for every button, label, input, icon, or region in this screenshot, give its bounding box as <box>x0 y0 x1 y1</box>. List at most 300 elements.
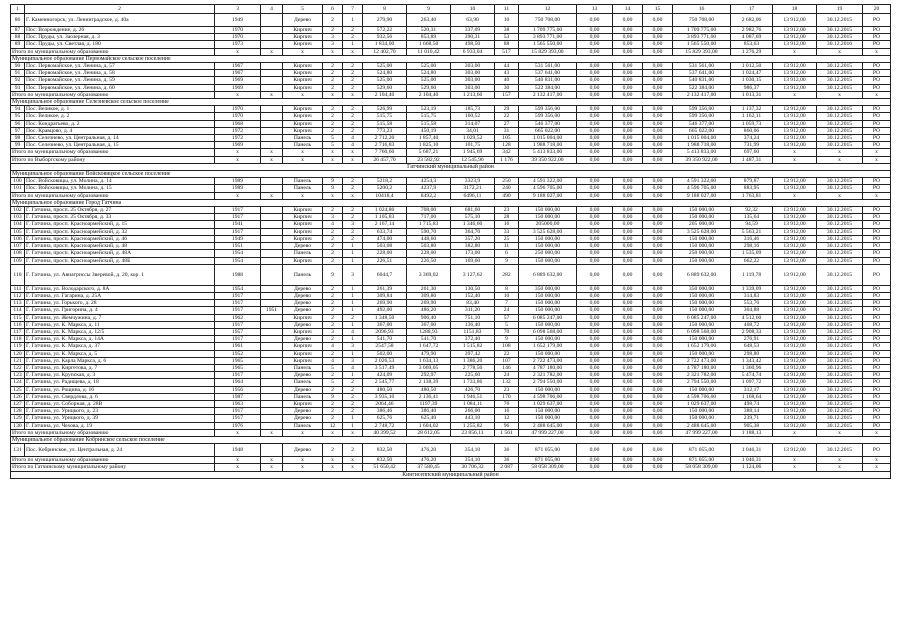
table-cell: Дерево <box>283 408 323 415</box>
address-cell: Пос. Войсковицы, ул. Молина, д. 14 <box>25 178 215 185</box>
row-number: 106 <box>11 235 25 242</box>
table-row <box>11 142 891 149</box>
total-row <box>11 91 891 98</box>
table-cell <box>261 34 283 41</box>
table-cell: 1 715,83 <box>407 221 451 228</box>
table-cell: 540 831,00 <box>519 77 577 84</box>
row-number: 88 <box>11 34 25 41</box>
address-cell: Г. Гатчина, ул. К. Маркса, д. 5 <box>25 350 215 357</box>
total-cell: x <box>343 48 363 55</box>
table-cell: 0,00 <box>577 243 613 250</box>
table-cell: 6 098 568,00 <box>519 328 577 335</box>
table-cell: 0,00 <box>643 14 673 27</box>
table-cell: 1 825,10 <box>407 142 451 149</box>
row-number: 125 <box>11 386 25 393</box>
table-cell: 13 912,00 <box>773 127 817 134</box>
row-number: 130 <box>11 422 25 429</box>
table-cell: 0,00 <box>577 77 613 84</box>
table-cell: 525,00 <box>407 77 451 84</box>
table-cell: 150 000,00 <box>673 243 731 250</box>
table-cell: 30.12.2015 <box>817 328 863 335</box>
table-cell: 2 <box>323 77 343 84</box>
table-cell: 1 029 637,00 <box>673 400 731 407</box>
table-cell: 30.12.2016 <box>817 41 863 48</box>
table-cell: Кирпич <box>283 77 323 84</box>
table-cell: 1 647,72 <box>407 343 451 350</box>
table-cell: 150 000,00 <box>673 292 731 299</box>
table-cell: 13 912,00 <box>773 14 817 27</box>
table-cell: 3323,9 <box>451 178 495 185</box>
table-cell: 6 889 632,00 <box>519 264 577 285</box>
table-cell: РО <box>863 77 891 84</box>
table-cell <box>261 393 283 400</box>
table-row <box>11 372 891 379</box>
table-cell: 1 565 550,00 <box>519 41 577 48</box>
table-cell: 397,42 <box>451 350 495 357</box>
table-cell: 531 561,00 <box>519 63 577 70</box>
table-cell: РО <box>863 379 891 386</box>
total-cell: 0,00 <box>613 457 643 464</box>
table-cell: 0,00 <box>613 41 643 48</box>
table-cell: Кирпич <box>283 127 323 134</box>
address-cell: Пос. Кравцово, д. 4 <box>25 127 215 134</box>
table-cell: 13 912,00 <box>773 77 817 84</box>
table-cell: 2064,46 <box>363 400 407 407</box>
table-cell: 0,00 <box>613 300 643 307</box>
table-row <box>11 264 891 285</box>
table-cell: 515,75 <box>407 113 451 120</box>
table-cell: 1989 <box>215 178 261 185</box>
table-cell: 480,50 <box>363 386 407 393</box>
table-cell: 5 563,21 <box>731 228 773 235</box>
table-cell: 150 000,00 <box>673 307 731 314</box>
column-number: 5 <box>283 5 323 14</box>
table-cell: 0,00 <box>577 379 613 386</box>
table-cell: 150 000,00 <box>519 207 577 214</box>
table-cell: РО <box>863 350 891 357</box>
table-cell: 4 591 322,00 <box>673 178 731 185</box>
total-cell: 0,00 <box>577 429 613 436</box>
table-row <box>11 235 891 242</box>
table-cell: 2 <box>323 27 343 34</box>
address-cell: Пос. Кобринское, ул. Центральная, д. 24 <box>25 444 215 457</box>
table-cell: 498,74 <box>731 400 773 407</box>
address-cell: Г. Гатчина, ул. Киргетова, д. 7 <box>25 364 215 371</box>
table-cell: 382,80 <box>451 243 495 250</box>
table-cell <box>261 207 283 214</box>
table-cell: 1965 <box>215 357 261 364</box>
table-cell: 9 <box>323 393 343 400</box>
table-cell: РО <box>863 285 891 292</box>
table-cell: 13 912,00 <box>773 444 817 457</box>
table-cell: 773,23 <box>363 127 407 134</box>
table-cell: 266,00 <box>451 408 495 415</box>
table-cell: 0,00 <box>613 113 643 120</box>
table-cell: 731,99 <box>731 142 773 149</box>
table-cell: 205000,00 <box>519 221 577 228</box>
table-cell: 1 046,31 <box>731 444 773 457</box>
table-cell: 4 787 180,00 <box>519 364 577 371</box>
table-cell: 9 <box>323 185 343 192</box>
table-body <box>11 5 891 479</box>
table-cell: 30.12.2015 <box>817 113 863 120</box>
table-row <box>11 321 891 328</box>
table-cell: 2 488 645,00 <box>673 422 731 429</box>
total-cell: x <box>283 91 323 98</box>
row-number: 87 <box>11 27 25 34</box>
table-cell: 1970 <box>215 27 261 34</box>
table-cell: Дерево <box>283 300 323 307</box>
table-cell: 0,00 <box>613 393 643 400</box>
total-cell: 2 132 417,00 <box>519 91 577 98</box>
table-cell: РО <box>863 185 891 192</box>
table-cell: 1967 <box>215 63 261 70</box>
table-row <box>11 444 891 457</box>
total-row <box>11 192 891 199</box>
total-cell: x <box>323 192 343 199</box>
table-cell: 599 356,00 <box>673 113 731 120</box>
table-cell: РО <box>863 135 891 142</box>
table-cell: 0,00 <box>643 372 673 379</box>
row-number: 117 <box>11 328 25 335</box>
total-cell: x <box>863 156 891 163</box>
table-cell: 883,95 <box>731 185 773 192</box>
total-cell: x <box>215 429 261 436</box>
table-cell: Дерево <box>283 336 323 343</box>
table-cell: 22 <box>495 350 519 357</box>
row-number: 102 <box>11 207 25 214</box>
table-row <box>11 350 891 357</box>
table-cell <box>261 235 283 242</box>
table-cell: 0,00 <box>577 84 613 91</box>
table-cell <box>261 364 283 371</box>
table-cell: 3 369,02 <box>407 264 451 285</box>
table-cell: 30.12.2015 <box>817 444 863 457</box>
table-cell: 303,00 <box>451 70 495 77</box>
table-cell: 0,00 <box>643 357 673 364</box>
table-cell <box>261 185 283 192</box>
table-cell: 0,00 <box>577 328 613 335</box>
table-cell: 1 <box>343 415 363 422</box>
table-cell: РО <box>863 14 891 27</box>
table-cell <box>261 264 283 285</box>
table-cell: 0,00 <box>643 364 673 371</box>
table-cell: 150 000,00 <box>519 350 577 357</box>
table-cell: 2 722 473,00 <box>519 357 577 364</box>
table-cell: 30.12.2015 <box>817 228 863 235</box>
table-cell: 0,00 <box>613 178 643 185</box>
table-cell: 4 598 706,00 <box>519 393 577 400</box>
row-number: 124 <box>11 379 25 386</box>
table-cell <box>261 113 283 120</box>
table-cell: 150 000,00 <box>673 300 731 307</box>
table-cell: 1917 <box>215 321 261 328</box>
table-cell: 523,19 <box>407 106 451 113</box>
table-cell: РО <box>863 264 891 285</box>
table-cell: 13 912,00 <box>773 328 817 335</box>
table-cell: 2 982,76 <box>731 27 773 34</box>
table-cell: 146 <box>495 364 519 371</box>
row-number: 122 <box>11 364 25 371</box>
column-number: 9 <box>407 5 451 14</box>
table-cell: 337,09 <box>451 27 495 34</box>
table-cell: 13 912,00 <box>773 264 817 285</box>
table-cell: 0,00 <box>613 386 643 393</box>
table-cell: 1 634,13 <box>407 357 451 364</box>
table-cell: 30.12.2015 <box>817 264 863 285</box>
total-cell: 0,00 <box>613 156 643 163</box>
table-cell: 665 022,00 <box>673 127 731 134</box>
table-cell: 2 <box>343 106 363 113</box>
address-cell: Пос. Войсковицы, ул. Молина, д. 15 <box>25 185 215 192</box>
table-cell: 250 <box>495 178 519 185</box>
table-cell: 13 912,00 <box>773 70 817 77</box>
table-cell: 30.12.2015 <box>817 343 863 350</box>
table-cell: Кирпич <box>283 357 323 364</box>
row-number: 109 <box>11 257 25 264</box>
table-cell: 136,40 <box>451 321 495 328</box>
table-cell <box>261 243 283 250</box>
table-cell: 590,70 <box>407 228 451 235</box>
column-number: 4 <box>261 5 283 14</box>
table-cell: 0,00 <box>577 386 613 393</box>
table-cell: 1 709 775,00 <box>673 27 731 34</box>
table-cell: 0,00 <box>577 408 613 415</box>
table-cell: 2 <box>343 386 363 393</box>
table-cell <box>261 328 283 335</box>
table-cell: 4 <box>323 357 343 364</box>
table-cell: РО <box>863 84 891 91</box>
table-cell: 3 <box>343 357 363 364</box>
table-cell: 63,90 <box>451 14 495 27</box>
table-cell: 1 709 775,00 <box>519 27 577 34</box>
table-cell: 0,00 <box>577 422 613 429</box>
table-cell: Кирпич <box>283 228 323 235</box>
total-cell: 15 829 393,00 <box>519 48 577 55</box>
table-cell: 1 162,11 <box>731 113 773 120</box>
table-cell: 6 085 247,00 <box>673 314 731 321</box>
section-heading: Муниципальное образование Первомайское сельское поселение <box>11 55 891 62</box>
table-cell: 13 912,00 <box>773 228 817 235</box>
table-cell: 269,90 <box>407 300 451 307</box>
table-cell: 1948 <box>215 444 261 457</box>
total-cell: 1 487,31 <box>731 156 773 163</box>
table-cell: 88 <box>495 41 519 48</box>
table-row <box>11 41 891 48</box>
table-cell: 3 893 771,00 <box>673 34 731 41</box>
total-cell: x <box>323 48 343 55</box>
table-cell: 599 356,00 <box>519 106 577 113</box>
table-cell: 13 912,00 <box>773 285 817 292</box>
total-cell: 0,00 <box>643 156 673 163</box>
total-cell: x <box>283 464 323 471</box>
table-cell: 4 <box>323 221 343 228</box>
table-cell: Дерево <box>283 292 323 299</box>
table-cell: 1 <box>343 372 363 379</box>
table-cell: 3 <box>343 343 363 350</box>
table-cell: 0,00 <box>643 185 673 192</box>
table-cell <box>261 343 283 350</box>
total-cell: 0,00 <box>613 149 643 156</box>
table-cell: 105 <box>495 135 519 142</box>
table-cell <box>261 408 283 415</box>
table-cell: РО <box>863 214 891 221</box>
total-cell: 40 399,52 <box>363 429 407 436</box>
total-cell: 490 <box>495 192 519 199</box>
total-label: Итого по муниципальному образованию <box>11 429 215 436</box>
table-cell: 44 <box>495 63 519 70</box>
table-cell: 541,70 <box>363 336 407 343</box>
table-cell: 2 <box>343 408 363 415</box>
table-cell: 30.12.2015 <box>817 14 863 27</box>
section-heading-row <box>11 436 891 443</box>
table-cell: 130,50 <box>451 285 495 292</box>
table-cell: 522 384,00 <box>673 84 731 91</box>
total-cell: x <box>215 457 261 464</box>
table-cell: 34,01 <box>451 127 495 134</box>
table-cell: 932,56 <box>363 34 407 41</box>
total-cell: 1 276,29 <box>731 48 773 55</box>
total-cell: x <box>283 149 323 156</box>
column-number: 10 <box>451 5 495 14</box>
table-cell: 13 912,00 <box>773 221 817 228</box>
total-cell: x <box>773 464 817 471</box>
table-cell: 426,70 <box>451 386 495 393</box>
table-row <box>11 185 891 192</box>
total-cell: x <box>283 156 323 163</box>
table-cell: Кирпич <box>283 221 323 228</box>
total-cell: 517 <box>495 48 519 55</box>
table-cell: 13 912,00 <box>773 113 817 120</box>
table-row <box>11 357 891 364</box>
table-cell: 108 <box>495 343 519 350</box>
table-cell: 2 716,83 <box>363 142 407 149</box>
table-cell: 625,76 <box>363 415 407 422</box>
total-cell: 0,00 <box>613 48 643 55</box>
table-cell: 22 <box>495 113 519 120</box>
table-cell: РО <box>863 300 891 307</box>
table-cell: 1 <box>343 14 363 27</box>
district-heading: Кингисеппский муниципальный район <box>11 471 891 478</box>
address-cell: Г. Гатчина, ул. Соборная, д. 28В <box>25 400 215 407</box>
table-cell: 150 000,00 <box>673 336 731 343</box>
row-number: 120 <box>11 350 25 357</box>
table-row <box>11 243 891 250</box>
table-cell: 4 <box>323 343 343 350</box>
table-cell: 2 <box>343 113 363 120</box>
total-cell: x <box>215 464 261 471</box>
table-cell: 6044,7 <box>363 264 407 285</box>
table-cell: 30.12.2015 <box>817 257 863 264</box>
table-cell: 1 024,80 <box>363 207 407 214</box>
total-row <box>11 429 891 436</box>
table-cell <box>261 250 283 257</box>
table-cell: 76 <box>495 400 519 407</box>
table-cell: 0,00 <box>577 400 613 407</box>
table-cell: 24 <box>495 372 519 379</box>
table-cell: 0,00 <box>613 14 643 27</box>
table-row <box>11 422 891 429</box>
table-cell: 0,00 <box>643 408 673 415</box>
table-cell <box>261 27 283 34</box>
total-cell: x <box>261 429 283 436</box>
total-cell: 6496,11 <box>451 192 495 199</box>
table-cell: 0,00 <box>577 285 613 292</box>
table-cell: 0,00 <box>577 292 613 299</box>
total-cell: 10418,4 <box>363 192 407 199</box>
total-cell: x <box>343 192 363 199</box>
table-cell: 312,17 <box>731 386 773 393</box>
row-number: 116 <box>11 321 25 328</box>
table-cell: 553,76 <box>731 300 773 307</box>
table-cell: 30.12.2015 <box>817 400 863 407</box>
table-cell: 832,50 <box>363 444 407 457</box>
table-cell: 1941 <box>215 221 261 228</box>
table-cell: 2 <box>343 77 363 84</box>
table-cell: Кирпич <box>283 63 323 70</box>
table-cell: Панель <box>283 250 323 257</box>
total-cell: x <box>773 149 817 156</box>
table-cell: 13 912,00 <box>773 250 817 257</box>
table-cell <box>261 379 283 386</box>
total-cell: 47 999 227,00 <box>519 429 577 436</box>
row-number: 114 <box>11 307 25 314</box>
table-cell: 303,00 <box>451 63 495 70</box>
table-cell: 30.12.2015 <box>817 285 863 292</box>
table-cell: РО <box>863 343 891 350</box>
total-cell: 2 132 417,00 <box>673 91 731 98</box>
table-cell <box>261 372 283 379</box>
table-cell: 101,75 <box>451 142 495 149</box>
table-cell: 1 346,60 <box>451 221 495 228</box>
table-cell: 228,00 <box>407 250 451 257</box>
table-cell: 1 343,42 <box>731 357 773 364</box>
table-cell: 1972 <box>215 135 261 142</box>
table-cell: 0,00 <box>577 343 613 350</box>
table-cell: 13 912,00 <box>773 243 817 250</box>
table-cell: 11 <box>495 243 519 250</box>
total-cell: x <box>323 464 343 471</box>
table-row <box>11 257 891 264</box>
table-cell: 261,30 <box>407 285 451 292</box>
table-cell: 30.12.2015 <box>817 34 863 41</box>
table-cell: 0,00 <box>613 285 643 292</box>
table-cell: 16 <box>495 221 519 228</box>
table-cell: 1 652 179,00 <box>519 343 577 350</box>
table-cell <box>261 135 283 142</box>
table-cell: 0,00 <box>577 372 613 379</box>
table-cell: 537 641,00 <box>673 70 731 77</box>
table-cell: 13 912,00 <box>773 214 817 221</box>
table-cell: 1 168,64 <box>731 393 773 400</box>
column-number: 3 <box>215 5 261 14</box>
table-cell: 0,00 <box>643 70 673 77</box>
table-row <box>11 120 891 127</box>
table-cell: 750 708,00 <box>519 14 577 27</box>
table-cell: 853,63 <box>731 41 773 48</box>
table-cell: 226,50 <box>407 257 451 264</box>
table-cell: 150 000,00 <box>519 386 577 393</box>
table-cell: 53 <box>495 34 519 41</box>
address-cell: Г. Гатчина, ул. Свердлова, д. 6 <box>25 393 215 400</box>
table-cell: 30.12.2015 <box>817 422 863 429</box>
total-cell: x <box>343 429 363 436</box>
table-cell: 1197,39 <box>407 400 451 407</box>
table-cell: 4 787 180,00 <box>673 364 731 371</box>
address-cell: Г. Гатчина, ул. К. Маркса, д. 11 <box>25 321 215 328</box>
table-cell: Дерево <box>283 307 323 314</box>
table-cell: 185,73 <box>451 106 495 113</box>
